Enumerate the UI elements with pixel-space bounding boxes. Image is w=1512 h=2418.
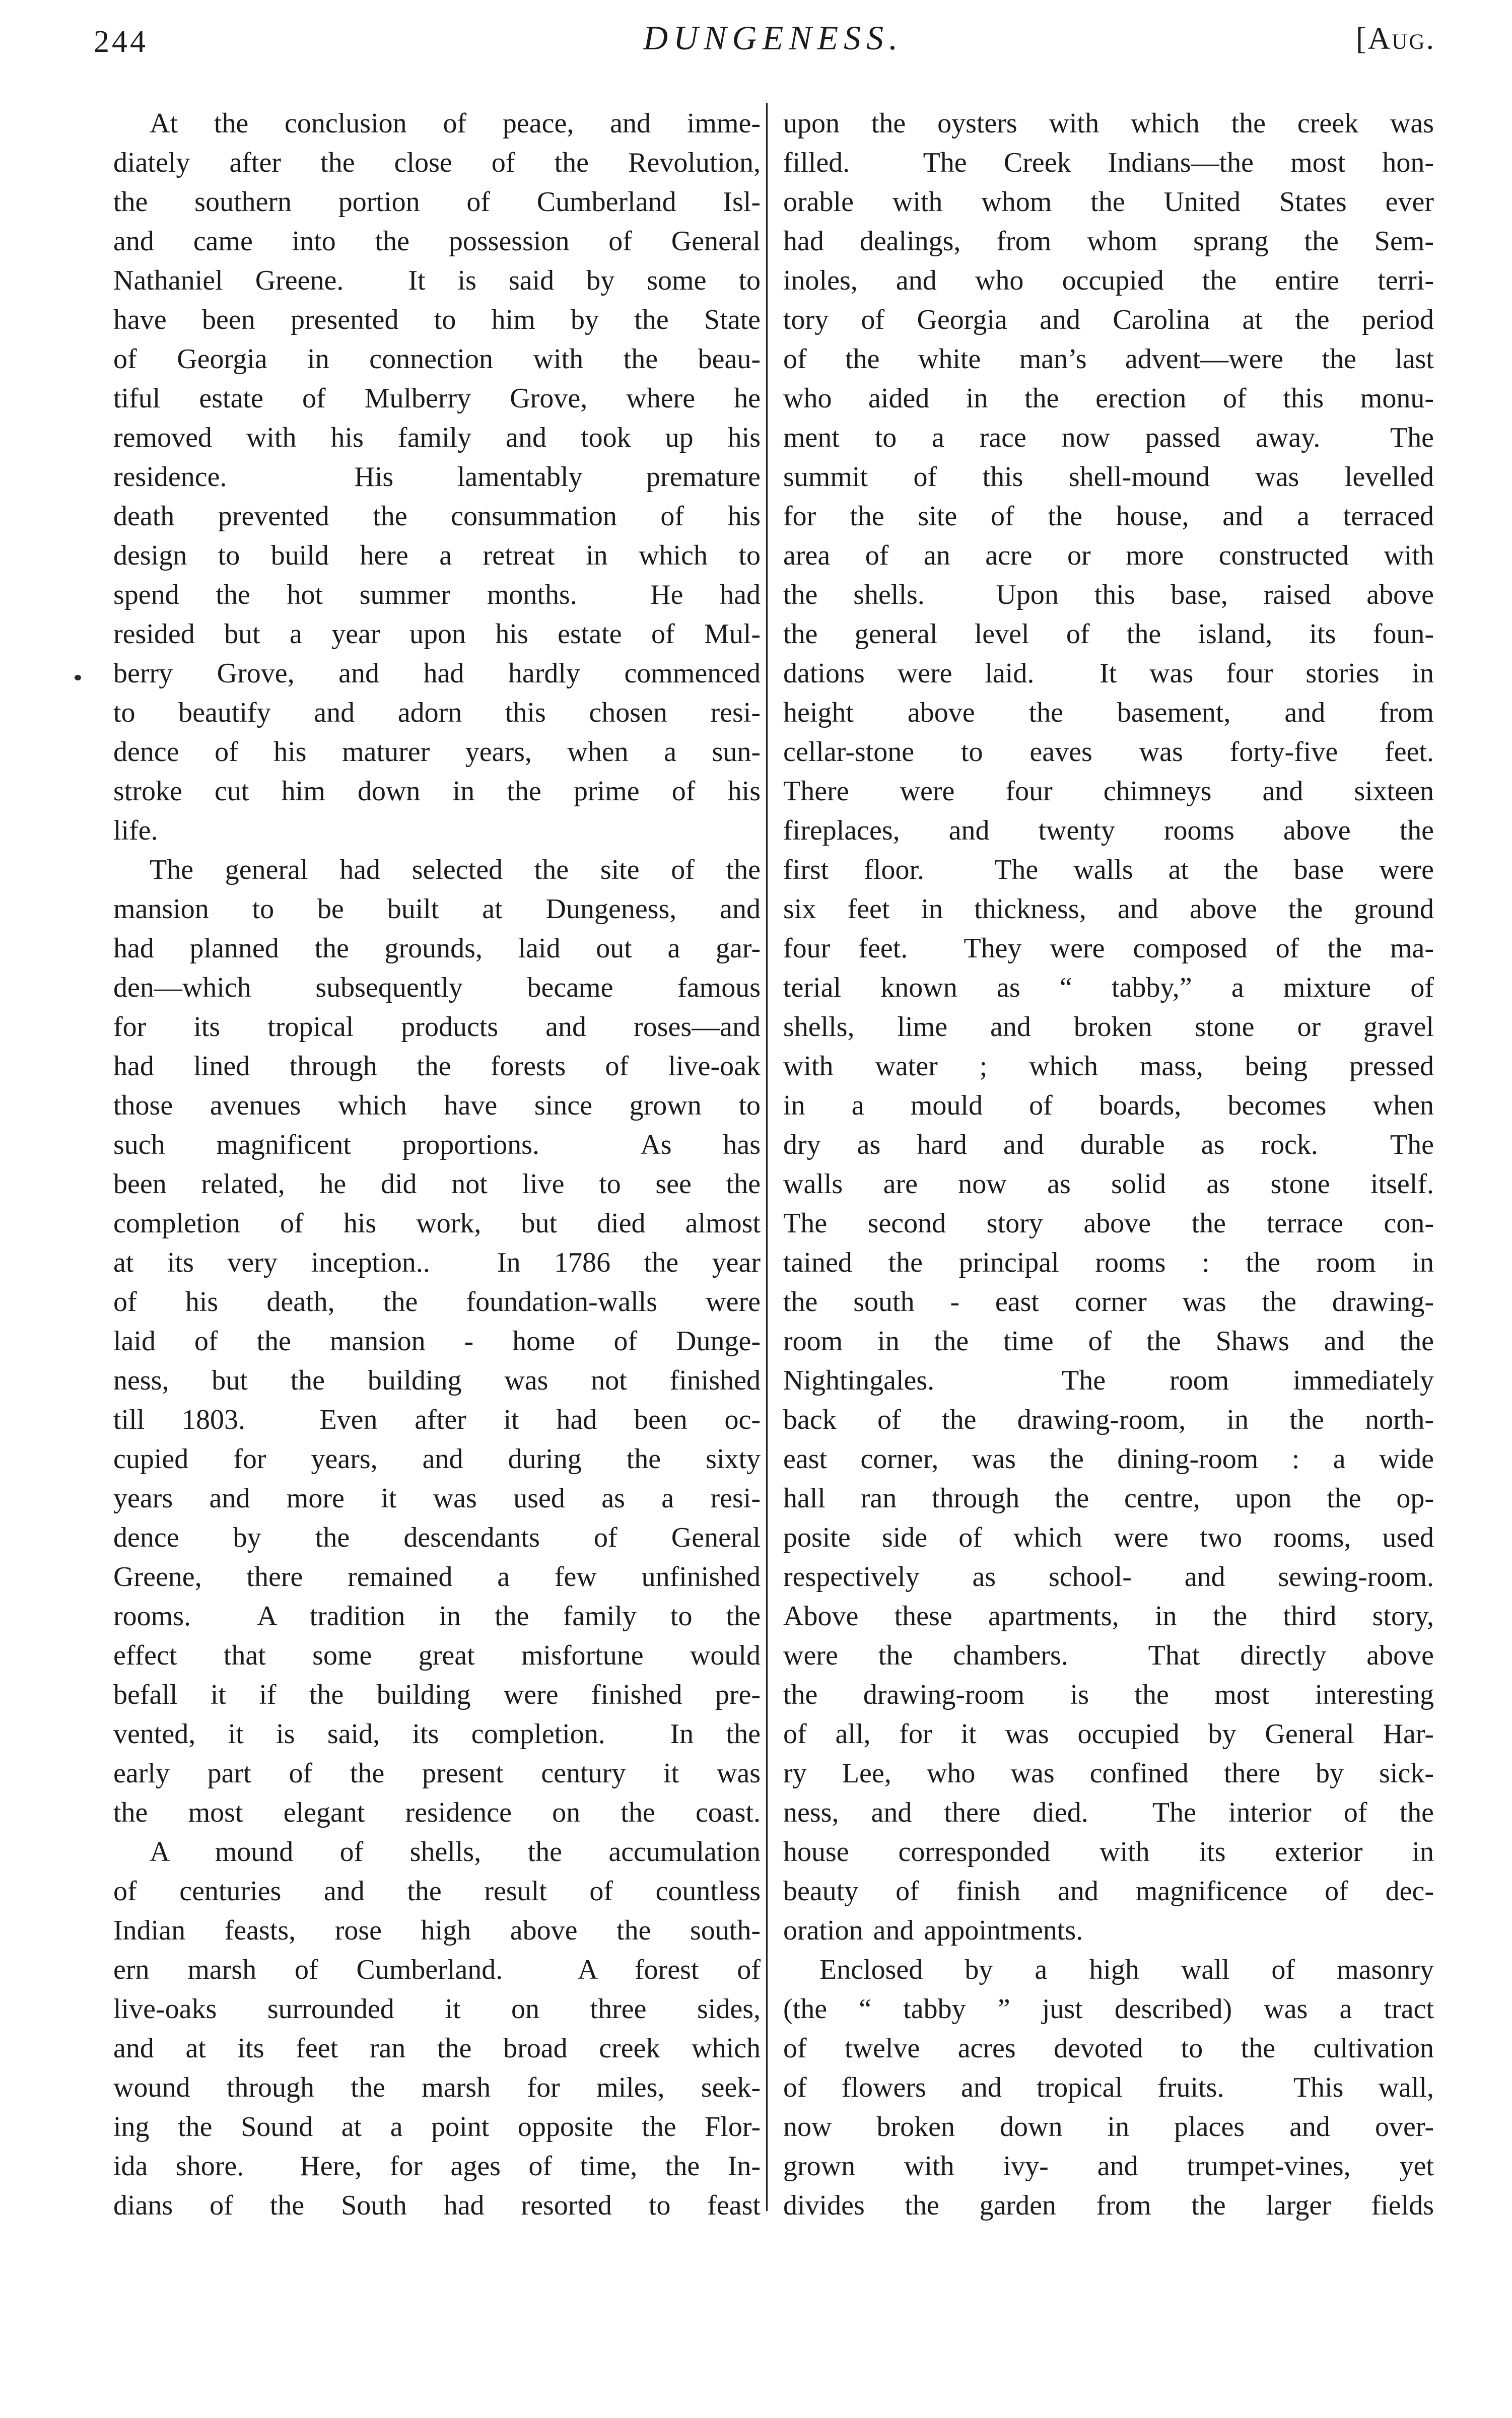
text-line: The general had selected the site of the [150, 854, 761, 885]
text-line: A mound of shells, the accumulation [150, 1836, 761, 1868]
text-line: in a mould of boards, becomes when [783, 1090, 1434, 1121]
text-line: walls are now as solid as stone itself. [783, 1168, 1434, 1200]
text-line: divides the garden from the larger fields [783, 2190, 1434, 2221]
text-line: diately after the close of the Revolution, [113, 147, 761, 178]
text-line: tiful estate of Mulberry Grove, where he [113, 383, 761, 414]
text-line: inoles, and who occupied the entire terri- [783, 265, 1434, 296]
text-line: There were four chimneys and sixteen [783, 776, 1434, 807]
text-line: the general level of the island, its foun- [783, 618, 1434, 650]
text-line: Above these apartments, in the third story, [783, 1601, 1434, 1632]
text-line: laid of the mansion - home of Dunge- [113, 1326, 761, 1357]
issue-label: [Aug. [1355, 22, 1435, 56]
text-line: befall it if the building were finished pre- [113, 1679, 761, 1710]
text-line: early part of the present century it was [113, 1758, 761, 1789]
text-line: design to build here a retreat in which to [113, 540, 761, 571]
text-line: life. [113, 815, 158, 846]
text-line: of Georgia in connection with the beau- [113, 343, 761, 375]
text-line: now broken down in places and over- [783, 2111, 1434, 2143]
text-line: cellar-stone to eaves was forty-five feet. [783, 736, 1434, 768]
text-line: dry as hard and durable as rock. The [783, 1129, 1434, 1160]
text-line: dians of the South had resorted to feast [113, 2190, 761, 2221]
text-line: ing the Sound at a point opposite the Flor- [113, 2111, 761, 2143]
text-line: oration and appointments. [783, 1915, 1083, 1946]
text-line: effect that some great misfortune would [113, 1640, 761, 1671]
paragraph [783, 104, 1434, 1950]
text-line: ment to a race now passed away. The [783, 422, 1434, 453]
text-line: for the site of the house, and a terraced [783, 501, 1434, 532]
text-line: height above the basement, and from [783, 697, 1434, 728]
text-line: east corner, was the dining-room : a wide [783, 1443, 1434, 1475]
text-line: Nathaniel Greene. It is said by some to [113, 265, 761, 296]
text-line: (the “ tabby ” just described) was a tract [783, 1993, 1434, 2025]
text-line: years and more it was used as a resi- [113, 1483, 761, 1514]
column-right [783, 104, 1434, 2225]
text-line: house corresponded with its exterior in [783, 1836, 1434, 1868]
text-line: the most elegant residence on the coast. [113, 1797, 761, 1828]
text-line: of all, for it was occupied by General Har- [783, 1718, 1434, 1750]
text-line: hall ran through the centre, upon the op- [783, 1483, 1434, 1514]
text-line: completion of his work, but died almost [113, 1208, 761, 1239]
text-line: Enclosed by a high wall of masonry [819, 1954, 1434, 1985]
text-line: such magnificent proportions. As has [113, 1129, 761, 1160]
text-line: orable with whom the United States ever [783, 186, 1434, 218]
text-line: ness, and there died. The interior of the [783, 1797, 1434, 1828]
text-line: shells, lime and broken stone or gravel [783, 1011, 1434, 1043]
text-columns [113, 104, 1434, 2225]
text-line: of twelve acres devoted to the cultivation [783, 2033, 1434, 2064]
text-line: ness, but the building was not finished [113, 1365, 761, 1396]
text-line: had lined through the forests of live-oak [113, 1051, 761, 1082]
text-line: back of the drawing-room, in the north- [783, 1404, 1434, 1435]
text-line: At the conclusion of peace, and imme- [150, 108, 761, 139]
text-line: till 1803. Even after it had been oc- [113, 1404, 761, 1435]
text-line: of his death, the foundation-walls were [113, 1286, 761, 1318]
text-line: the shells. Upon this base, raised above [783, 579, 1434, 610]
text-line: and came into the possession of General [113, 226, 761, 257]
text-line: upon the oysters with which the creek was [783, 108, 1434, 139]
text-line: stroke cut him down in the prime of his [113, 776, 761, 807]
text-line: dations were laid. It was four stories in [783, 658, 1434, 689]
text-line: had dealings, from whom sprang the Sem- [783, 226, 1434, 257]
text-line: resided but a year upon his estate of Mul- [113, 618, 761, 650]
text-line: posite side of which were two rooms, used [783, 1522, 1434, 1553]
text-line: filled. The Creek Indians—the most hon- [783, 147, 1434, 178]
text-line: summit of this shell-mound was levelled [783, 461, 1434, 493]
text-line: first floor. The walls at the base were [783, 854, 1434, 885]
text-line: four feet. They were composed of the ma- [783, 933, 1434, 964]
text-line: spend the hot summer months. He had [113, 579, 761, 610]
text-line: vented, it is said, its completion. In the [113, 1718, 761, 1750]
scan-speck [75, 675, 81, 680]
paragraph [113, 1832, 761, 2225]
text-line: den—which subsequently became famous [113, 972, 761, 1003]
text-line: to beautify and adorn this chosen resi- [113, 697, 761, 728]
text-line: grown with ivy- and trumpet-vines, yet [783, 2151, 1434, 2182]
text-line: wound through the marsh for miles, seek- [113, 2072, 761, 2103]
running-head [0, 0, 1512, 106]
text-line: of flowers and tropical fruits. This wall, [783, 2072, 1434, 2103]
text-line: tained the principal rooms : the room in [783, 1247, 1434, 1278]
text-line: rooms. A tradition in the family to the [113, 1601, 761, 1632]
text-line: the drawing-room is the most interesting [783, 1679, 1434, 1710]
text-line: the southern portion of Cumberland Isl- [113, 186, 761, 218]
text-line: berry Grove, and had hardly commenced [113, 658, 761, 689]
text-line: mansion to be built at Dungeness, and [113, 893, 761, 925]
text-line: with water ; which mass, being pressed [783, 1051, 1434, 1082]
text-line: respectively as school- and sewing-room. [783, 1561, 1434, 1593]
text-line: beauty of finish and magnificence of dec- [783, 1876, 1434, 1907]
page-number: 244 [94, 25, 148, 59]
text-line: had planned the grounds, laid out a gar- [113, 933, 761, 964]
text-line: tory of Georgia and Carolina at the period [783, 304, 1434, 335]
text-line: Greene, there remained a few unfinished [113, 1561, 761, 1593]
text-line: terial known as “ tabby,” a mixture of [783, 972, 1434, 1003]
text-line: six feet in thickness, and above the ground [783, 893, 1434, 925]
text-line: cupied for years, and during the sixty [113, 1443, 761, 1475]
column-left [113, 104, 761, 2225]
page-title: DUNGENESS. [643, 19, 904, 57]
text-line: ry Lee, who was confined there by sick- [783, 1758, 1434, 1789]
text-line: were the chambers. That directly above [783, 1640, 1434, 1671]
text-line: live-oaks surrounded it on three sides, [113, 1993, 761, 2025]
text-line: for its tropical products and roses—and [113, 1011, 761, 1043]
paragraph [113, 850, 761, 1832]
text-line: removed with his family and took up his [113, 422, 761, 453]
text-line: at its very inception.. In 1786 the year [113, 1247, 761, 1278]
text-line: fireplaces, and twenty rooms above the [783, 815, 1434, 846]
text-line: been related, he did not live to see the [113, 1168, 761, 1200]
text-line: those avenues which have since grown to [113, 1090, 761, 1121]
text-line: the south - east corner was the drawing- [783, 1286, 1434, 1318]
text-line: of centuries and the result of countless [113, 1876, 761, 1907]
text-line: of the white man’s advent—were the last [783, 343, 1434, 375]
paragraph [113, 104, 761, 850]
text-line: dence of his maturer years, when a sun- [113, 736, 761, 768]
text-line: Indian feasts, rose high above the south- [113, 1915, 761, 1946]
paragraph [783, 1950, 1434, 2225]
text-line: residence. His lamentably premature [113, 461, 761, 493]
text-line: have been presented to him by the State [113, 304, 761, 335]
text-line: who aided in the erection of this monu- [783, 383, 1434, 414]
text-line: area of an acre or more constructed with [783, 540, 1434, 571]
text-line: ern marsh of Cumberland. A forest of [113, 1954, 761, 1985]
text-line: room in the time of the Shaws and the [783, 1326, 1434, 1357]
text-line: and at its feet ran the broad creek which [113, 2033, 761, 2064]
text-line: death prevented the consummation of his [113, 501, 761, 532]
text-line: ida shore. Here, for ages of time, the In- [113, 2151, 761, 2182]
text-line: The second story above the terrace con- [783, 1208, 1434, 1239]
text-line: Nightingales. The room immediately [783, 1365, 1434, 1396]
text-line: dence by the descendants of General [113, 1522, 761, 1553]
